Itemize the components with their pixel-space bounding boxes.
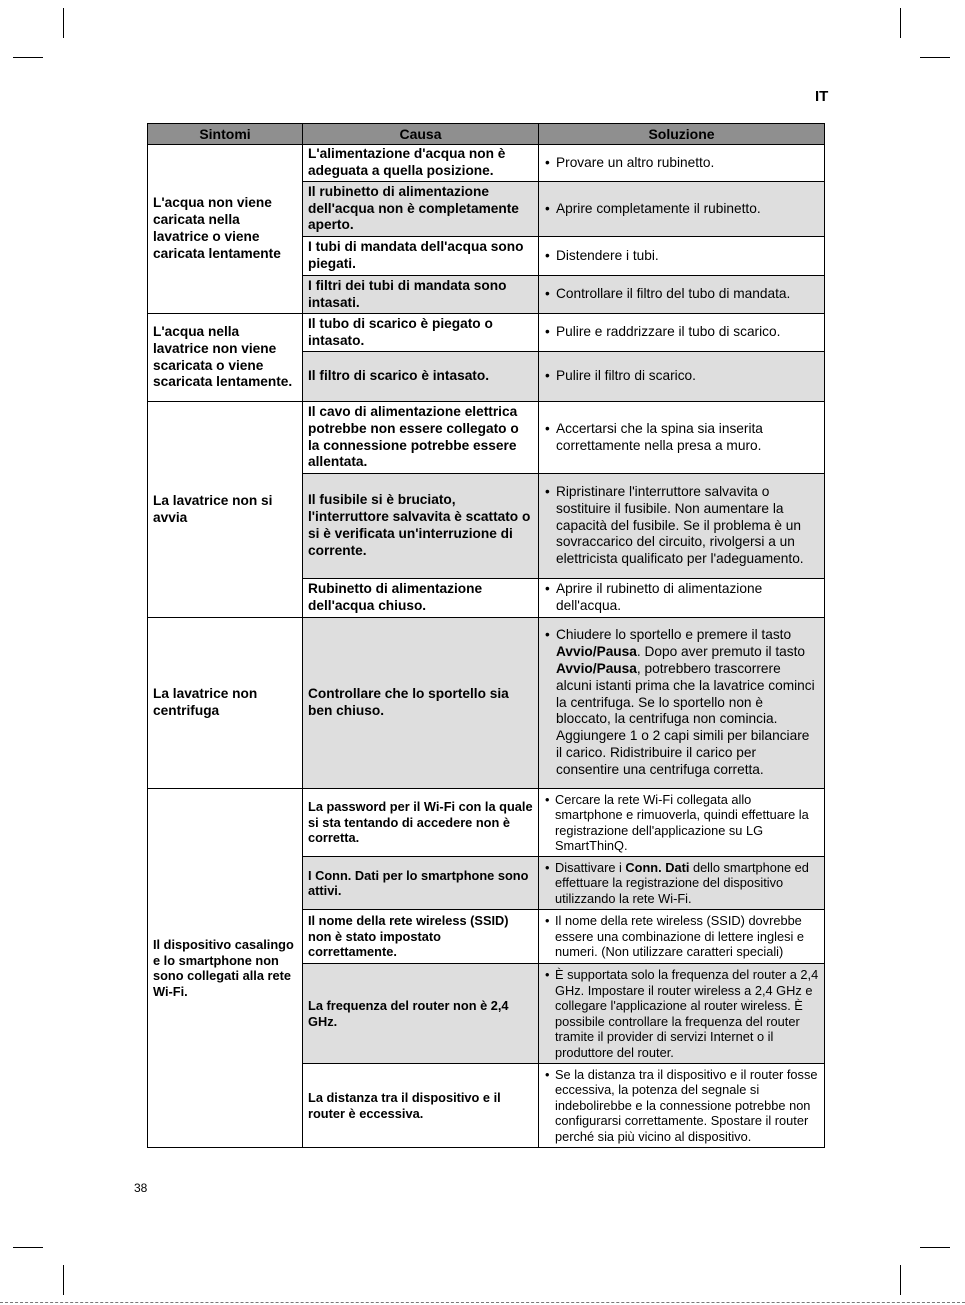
crop-mark (13, 1247, 43, 1248)
solution-item: • Controllare il filtro del tubo di mandata. (556, 286, 819, 303)
solution-item: • Provare un altro rubinetto. (556, 155, 819, 172)
cause-cell: I tubi di mandata dell'acqua sono piegati. (303, 237, 539, 276)
table-header-row (148, 124, 825, 145)
solution-cell (539, 618, 825, 789)
solution-text: , potrebbero trascorrere alcuni istanti prima che la lavatrice cominci la centrifuga. Se lo sportello non è bloccato, la centrifuga non comincia. Aggiungere 1 o 2 capi simili per bilanciare il carico. Ridistribuire il carico per consentire una centrifuga corretta. (556, 661, 815, 777)
cause-cell: Il fusibile si è bruciato, l'interruttore salvavita è scattato o si è verificata un'interruzione di corrente. (303, 474, 539, 579)
symptom-cell: La lavatrice non si avvia (148, 402, 303, 618)
solution-item: • Accertarsi che la spina sia inserita correttamente nella presa a muro. (556, 421, 819, 455)
cause-cell: La distanza tra il dispositivo e il router è eccessiva. (303, 1064, 539, 1148)
crop-mark (920, 57, 950, 58)
cause-cell: Controllare che lo sportello sia ben chiuso. (303, 618, 539, 789)
cause-cell: Il cavo di alimentazione elettrica potrebbe non essere collegato o la connessione potrebbe essere allentata. (303, 402, 539, 474)
cause-cell: Il tubo di scarico è piegato o intasato. (303, 314, 539, 352)
solution-cell (539, 857, 825, 910)
solution-item: • Se la distanza tra il dispositivo e il router fosse eccessiva, la potenza del segnale si indebolirebbe e la connessione potrebbe non configurarsi correttamente. Spostare il router perché sia più vicino al dispositivo. (555, 1067, 819, 1145)
crop-mark (63, 8, 64, 38)
table-row (148, 618, 825, 789)
table-row (148, 314, 825, 352)
symptom-cell: Il dispositivo casalingo e lo smartphone non sono collegati alla rete Wi-Fi. (148, 789, 303, 1148)
solution-cell (539, 910, 825, 964)
mobile-data-label: Conn. Dati (625, 859, 690, 875)
solution-cell (539, 276, 825, 314)
symptom-cell: L'acqua non viene caricata nella lavatrice o viene caricata lentamente (148, 145, 303, 314)
header-symptoms: Sintomi (148, 124, 303, 145)
cause-cell: Il nome della rete wireless (SSID) non è stato impostato correttamente. (303, 910, 539, 964)
page-trim-line (0, 1302, 965, 1303)
solution-item: • Aprire completamente il rubinetto. (556, 201, 819, 218)
solution-cell (539, 182, 825, 237)
solution-text: Disattivare i (555, 859, 626, 875)
solution-cell (539, 237, 825, 276)
table-row (148, 402, 825, 474)
solution-cell (539, 402, 825, 474)
solution-cell (539, 145, 825, 182)
solution-item: • Aprire il rubinetto di alimentazione dell'acqua. (556, 581, 819, 615)
solution-item: • Distendere i tubi. (556, 248, 819, 265)
solution-item (556, 627, 819, 778)
crop-mark (13, 57, 43, 58)
solution-item: • Ripristinare l'interruttore salvavita o sostituire il fusibile. Non aumentare la capacità del fusibile. Se il problema è un sovraccarico del circuito, rivolgersi a un elettricista qualificato per l'adeguamento. (556, 484, 819, 568)
cause-cell: I Conn. Dati per lo smartphone sono attivi. (303, 857, 539, 910)
header-solution: Soluzione (539, 124, 825, 145)
symptom-cell: L'acqua nella lavatrice non viene scaricata o viene scaricata lentamente. (148, 314, 303, 402)
solution-cell (539, 964, 825, 1064)
crop-mark (920, 1247, 950, 1248)
solution-item: • Cercare la rete Wi-Fi collegata allo smartphone e rimuoverla, quindi effettuare la registrazione dell'applicazione su LG SmartThinQ. (555, 792, 819, 854)
start-pause-key-label: Avvio/Pausa (556, 644, 637, 660)
cause-cell: La frequenza del router non è 2,4 GHz. (303, 964, 539, 1064)
solution-cell (539, 314, 825, 352)
cause-cell: Il filtro di scarico è intasato. (303, 352, 539, 402)
symptom-cell: La lavatrice non centrifuga (148, 618, 303, 789)
crop-mark (900, 8, 901, 38)
header-cause: Causa (303, 124, 539, 145)
cause-cell: I filtri dei tubi di mandata sono intasati. (303, 276, 539, 314)
solution-text: . Dopo aver premuto il tasto (636, 644, 806, 660)
language-label: IT (815, 88, 829, 105)
table-row (148, 789, 825, 857)
solution-cell (539, 352, 825, 402)
solution-cell (539, 1064, 825, 1148)
solution-cell (539, 579, 825, 618)
solution-item: • Pulire e raddrizzare il tubo di scarico. (556, 324, 819, 341)
table-row (148, 145, 825, 182)
crop-mark (63, 1265, 64, 1295)
solution-item (555, 860, 819, 907)
page-number: 38 (134, 1181, 148, 1195)
cause-cell: La password per il Wi-Fi con la quale si sta tentando di accedere non è corretta. (303, 789, 539, 857)
solution-item: • È supportata solo la frequenza del router a 2,4 GHz. Impostare il router wireless a 2,4 GHz e collegare l'applicazione al router wireless. È possibile controllare la frequenza del router tramite il provider di servizi Internet o il produttore del router. (555, 967, 819, 1060)
solution-text: Chiudere lo sportello e premere il tasto (556, 627, 792, 643)
solution-item: • Il nome della rete wireless (SSID) dovrebbe essere una combinazione di lettere inglesi e numeri. (Non utilizzare caratteri speciali) (555, 913, 819, 960)
cause-cell: Il rubinetto di alimentazione dell'acqua non è completamente aperto. (303, 182, 539, 237)
cause-cell: L'alimentazione d'acqua non è adeguata a quella posizione. (303, 145, 539, 182)
cause-cell: Rubinetto di alimentazione dell'acqua chiuso. (303, 579, 539, 618)
start-pause-key-label: Avvio/Pausa (556, 661, 637, 676)
solution-item: • Pulire il filtro di scarico. (556, 368, 819, 385)
crop-mark (900, 1265, 901, 1295)
troubleshooting-table (147, 123, 825, 1148)
solution-cell (539, 474, 825, 579)
solution-text: dello smartphone ed effettuare la registrazione del dispositivo utilizzando la rete Wi-Fi. (555, 859, 809, 906)
solution-cell (539, 789, 825, 857)
